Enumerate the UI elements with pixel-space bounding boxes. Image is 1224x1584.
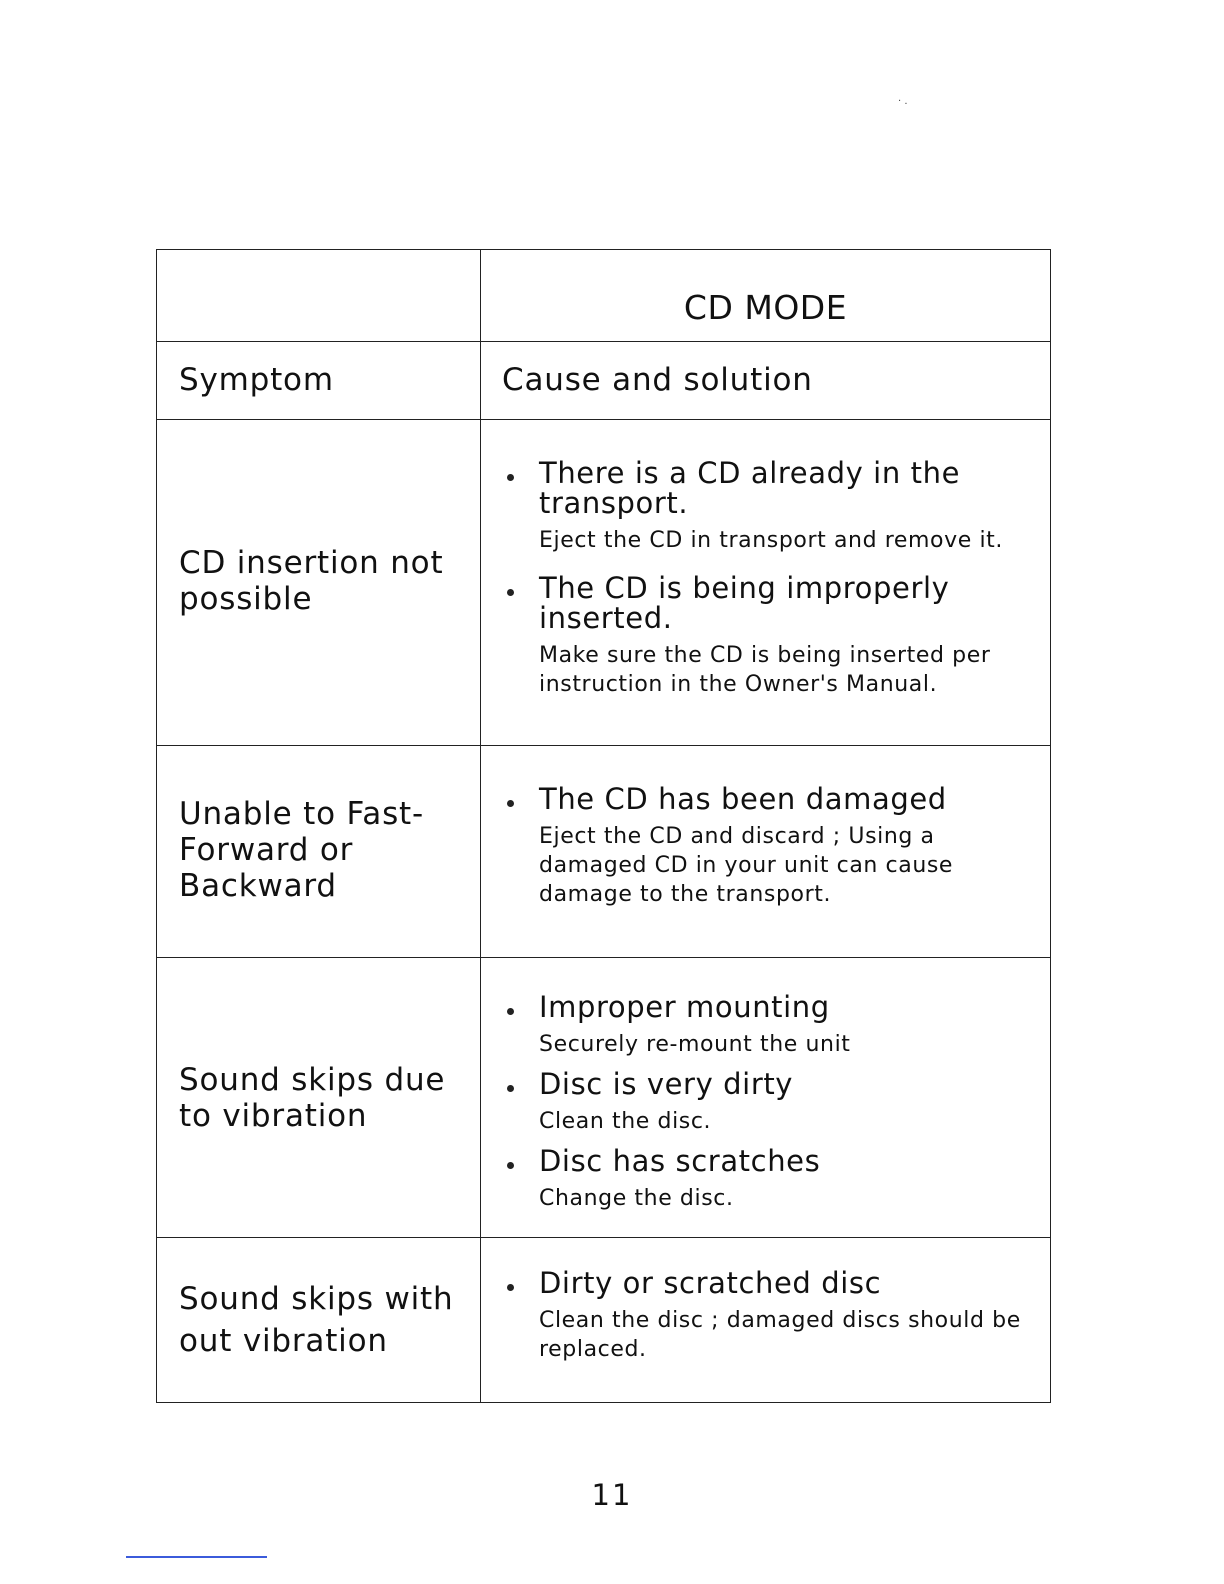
symptom-cell: CD insertion not possible bbox=[179, 545, 444, 617]
table-row bbox=[157, 957, 1050, 1237]
cause-item bbox=[503, 1268, 1043, 1364]
table-row bbox=[157, 419, 1050, 745]
cause-item bbox=[503, 573, 1043, 699]
bullet-icon bbox=[507, 589, 514, 596]
cause-solution: Eject the CD in transport and remove it. bbox=[539, 528, 1003, 553]
cause-cell bbox=[503, 992, 1043, 1213]
cause-solution: Make sure the CD is being inserted per instruction in the Owner's Manual. bbox=[539, 643, 991, 697]
cause-cell bbox=[503, 458, 1043, 699]
corner-marks: · . bbox=[898, 96, 908, 107]
symptom-cell: Unable to Fast-Forward or Backward bbox=[179, 796, 424, 904]
cause-title: Disc has scratches bbox=[539, 1144, 821, 1178]
bullet-icon bbox=[507, 1008, 514, 1015]
cause-solution: Eject the CD and discard ; Using a damaged CD in your unit can cause damage to the transport. bbox=[539, 824, 954, 907]
cause-solution: Clean the disc. bbox=[539, 1109, 712, 1134]
column-header-cause: Cause and solution bbox=[502, 362, 813, 398]
cause-item bbox=[503, 992, 1043, 1059]
cause-solution: Clean the disc ; damaged discs should be replaced. bbox=[539, 1308, 1021, 1362]
blue-underline bbox=[126, 1556, 267, 1558]
column-header-row bbox=[157, 341, 1050, 419]
cause-title: Dirty or scratched disc bbox=[539, 1266, 882, 1300]
cause-item bbox=[503, 1146, 1043, 1213]
table-title: CD MODE bbox=[683, 288, 848, 327]
cause-solution: Change the disc. bbox=[539, 1186, 734, 1211]
bullet-icon bbox=[507, 474, 514, 481]
cause-solution: Securely re-mount the unit bbox=[539, 1032, 851, 1057]
bullet-icon bbox=[507, 800, 514, 807]
table-row bbox=[157, 1237, 1050, 1402]
table-row bbox=[157, 745, 1050, 957]
cause-item bbox=[503, 1069, 1043, 1136]
symptom-cell: Sound skips due to vibration bbox=[179, 1062, 446, 1134]
cause-item bbox=[503, 784, 1043, 909]
bullet-icon bbox=[507, 1162, 514, 1169]
cause-item bbox=[503, 458, 1043, 555]
page-number: 11 bbox=[591, 1478, 633, 1512]
cause-title: The CD is being improperly inserted. bbox=[539, 571, 950, 635]
cause-title: There is a CD already in the transport. bbox=[539, 456, 961, 520]
column-header-symptom: Symptom bbox=[179, 362, 334, 398]
bullet-icon bbox=[507, 1085, 514, 1092]
cause-cell bbox=[503, 1268, 1043, 1364]
cause-title: Improper mounting bbox=[539, 990, 830, 1024]
symptom-cell: Sound skips with out vibration bbox=[179, 1281, 454, 1359]
troubleshooting-table bbox=[156, 249, 1051, 1403]
bullet-icon bbox=[507, 1284, 514, 1291]
cause-cell bbox=[503, 784, 1043, 909]
cause-title: The CD has been damaged bbox=[539, 782, 947, 816]
cause-title: Disc is very dirty bbox=[539, 1067, 794, 1101]
